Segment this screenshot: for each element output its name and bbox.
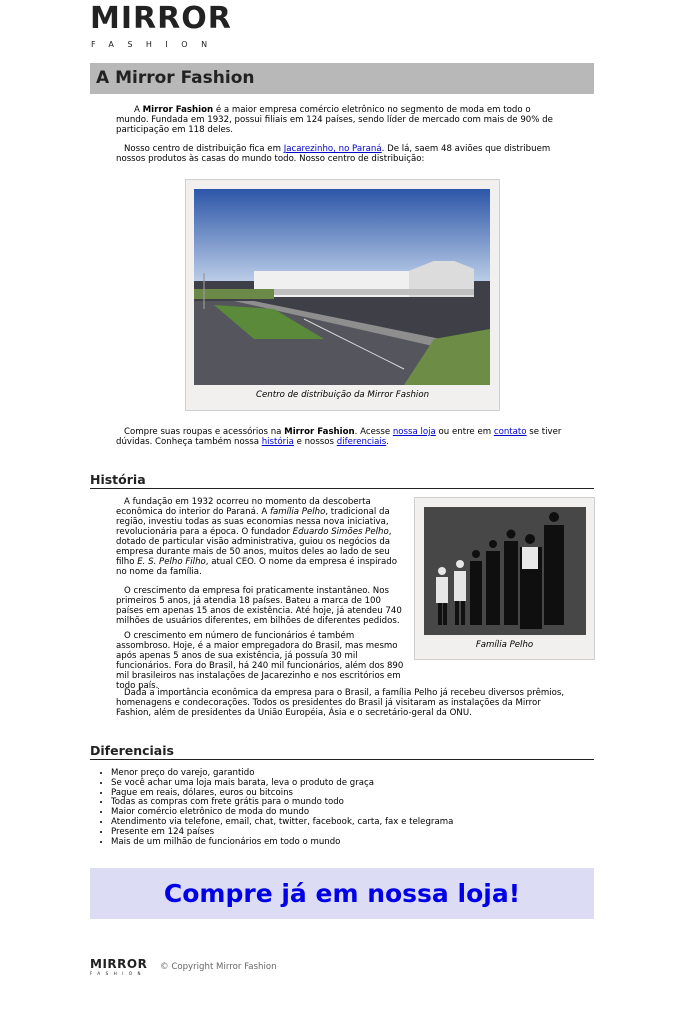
footer-logo-wordmark: MIRROR <box>90 957 148 971</box>
brand-logo[interactable] <box>90 1 232 50</box>
history-paragraph-2: O crescimento da empresa foi praticamente instantâneo. Nos primeiros 5 anos, já atendia 18 países. Bateu a marca de 100 países em apenas 15 anos de existência. Até hoje, já atendeu 740 milhões de usuários diferentes, em bilhões de diferentes pedidos. <box>116 586 402 626</box>
history-text: , dotado de particular visão administrativa, guiou os negócios da empresa durante mais de 50 anos, muitos deles ao lado de seu filho <box>116 527 392 567</box>
list-item: • Pague em reais, dólares, euros ou bitcoins <box>111 789 453 799</box>
shop-text: e nossos <box>293 437 337 447</box>
list-item: • Todas as compras com frete grátis para o mundo todo <box>111 798 453 808</box>
copyright-text: © Copyright Mirror Fashion <box>160 962 277 972</box>
shop-paragraph <box>116 427 562 447</box>
page-title-banner <box>90 63 594 94</box>
figure-caption: Família Pelho <box>475 640 534 650</box>
differentials-link[interactable]: diferenciais <box>336 437 387 447</box>
history-text: A fundação em 1932 ocorreu no momento da descoberta econômica do interior do Paraná. A <box>116 497 371 517</box>
footer-logo-subtitle: FASHION <box>90 971 147 976</box>
list-item: • Mais de um milhão de funcionários em todo o mundo <box>111 838 453 848</box>
history-link[interactable]: história <box>261 437 294 447</box>
shop-text: ou entre em <box>435 427 494 437</box>
location-link[interactable]: Jacarezinho, no Paraná <box>283 144 382 154</box>
history-paragraph-1 <box>116 497 404 577</box>
logo-subtitle: FASHION <box>91 40 221 49</box>
history-text-column-3 <box>116 688 576 718</box>
list-item: • Maior comércio eletrônico de moda do mundo <box>111 808 453 818</box>
ceo-name: E. S. Pelho Filho <box>137 557 206 567</box>
logo-wordmark: MIRROR <box>90 1 232 36</box>
store-link[interactable]: nossa loja <box>392 427 436 437</box>
intro-text: A <box>134 105 143 115</box>
brand-name: Mirror Fashion <box>142 105 214 115</box>
list-item: • Se você achar uma loja mais barata, leva o produto de graça <box>111 779 453 789</box>
intro-text: Nosso centro de distribuição fica em <box>124 144 284 154</box>
list-item: • Menor preço do varejo, garantido <box>111 769 453 779</box>
history-text-column <box>116 497 404 626</box>
history-paragraph-3: O crescimento em número de funcionários é também assombroso. Hoje, é a maior empregadora do Brasil, mas mesmo após apenas 5 anos de sua existência, já possuía 30 mil funcionários. Fora do Brasil, há 240 mil funcionários, além dos 890 mil brasileiros nas instalações de Jacarezinho e nos escritórios em todo país. <box>116 631 404 691</box>
intro-section <box>116 105 562 164</box>
brand-name: Mirror Fashion <box>284 427 355 437</box>
history-section-title: História <box>90 472 594 489</box>
history-paragraph-4: Dada a importância econômica da empresa para o Brasil, a família Pelho já recebeu diversos prêmios, homenagens e condecorações. Todos os presidentes do Brasil já visitaram as instalações da Mirror Fashion, além de presidentes da União Européia, Ásia e o secretário-geral da ONU. <box>116 688 565 718</box>
list-item: • Presente em 124 países <box>111 828 453 838</box>
intro-paragraph-1 <box>116 105 562 135</box>
contact-link[interactable]: contato <box>493 427 527 437</box>
shop-cta-banner[interactable] <box>90 868 594 919</box>
shop-text: Compre suas roupas e acessórios na <box>124 427 285 437</box>
shop-text: . Acesse <box>354 427 393 437</box>
family-photo <box>424 507 586 635</box>
shop-section <box>116 427 562 447</box>
page-title: A Mirror Fashion <box>96 68 255 88</box>
shop-text: . <box>386 437 389 447</box>
distribution-center-figure <box>185 179 500 411</box>
list-item: • Atendimento via telefone, email, chat, twitter, facebook, carta, fax e telegrama <box>111 818 453 828</box>
intro-text: é a maior empresa comércio eletrônico no segmento de moda em todo o mundo. Fundada em 1932, possui filiais em 124 países, sendo líder de mercado com mais de 90% de participação em 118 deles. <box>116 105 553 135</box>
family-name: família Pelho <box>269 507 326 517</box>
footer-logo[interactable] <box>90 958 147 976</box>
history-text: , atual CEO. O nome da empresa é inspirado no nome da família. <box>116 557 397 577</box>
intro-text: . De lá, saem 48 aviões que distribuem nossos produtos às casas do mundo todo. Nosso centro de distribuição: <box>116 144 551 164</box>
history-text-column-2 <box>116 631 458 691</box>
differentials-section-title: Diferenciais <box>90 743 594 760</box>
shop-cta-label[interactable]: Compre já em nossa loja! <box>163 879 521 908</box>
history-text: , tradicional da região, investiu todas as suas economias nessa nova iniciativa, revolucionária para a época. O fundador <box>116 507 390 537</box>
founder-name: Eduardo Simões Pelho <box>292 527 389 537</box>
differentials-list <box>90 769 453 847</box>
intro-paragraph-2 <box>116 144 562 164</box>
shop-text: se tiver dúvidas. Conheça também nossa <box>116 427 562 447</box>
distribution-center-photo <box>194 189 490 385</box>
figure-caption: Centro de distribuição da Mirror Fashion <box>255 390 430 400</box>
